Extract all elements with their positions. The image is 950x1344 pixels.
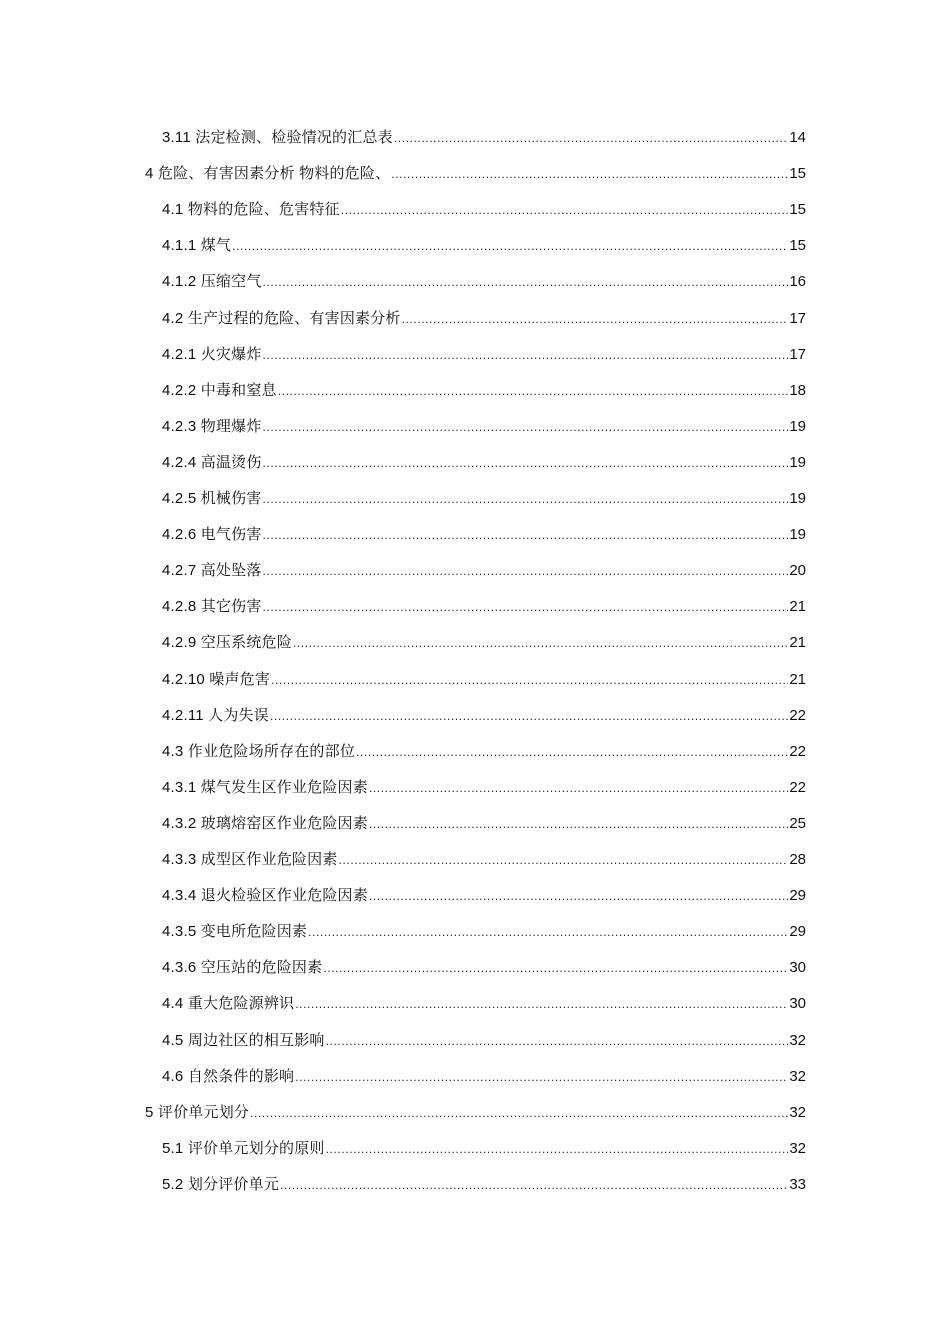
toc-entry-title: 4.2.11 人为失误: [162, 706, 269, 724]
toc-entry[interactable]: [162, 734, 806, 770]
toc-entry-page-number: 21: [789, 598, 806, 616]
toc-entry-title: 4.1.1 煤气: [162, 237, 232, 255]
toc-entry-page-number: 17: [789, 345, 806, 363]
toc-dot-leader: [308, 914, 788, 950]
toc-entry-title: 4.3.4 退火检验区作业危险因素: [162, 887, 368, 905]
toc-entry-title: 5.1 评价单元划分的原则: [162, 1139, 325, 1157]
toc-entry-title: 4.3.6 空压站的危险因素: [162, 959, 323, 977]
toc-entry-page-number: 32: [789, 1139, 806, 1157]
toc-entry[interactable]: [162, 409, 806, 445]
toc-entry-title: 4.3.3 成型区作业危险因素: [162, 851, 338, 868]
toc-entry-page-number: 19: [789, 490, 806, 507]
toc-entry[interactable]: [162, 770, 806, 806]
toc-entry-page-number: 32: [789, 1067, 806, 1085]
toc-entry[interactable]: [162, 1059, 806, 1095]
toc-entry[interactable]: [162, 553, 806, 589]
toc-entry[interactable]: [162, 950, 806, 986]
toc-entry-title: 4.2.3 物理爆炸: [162, 417, 262, 435]
toc-entry[interactable]: [162, 301, 806, 337]
toc-entry[interactable]: [162, 517, 806, 553]
toc-entry-title: 4.2.8 其它伤害: [162, 598, 262, 616]
toc-entry[interactable]: [162, 1023, 806, 1059]
toc-entry-title: 4.3.2 玻璃熔窑区作业危险因素: [162, 814, 368, 832]
toc-entry-page-number: 22: [789, 778, 806, 796]
toc-entry[interactable]: [162, 986, 806, 1022]
toc-dot-leader: [295, 986, 788, 1022]
toc-entry-title: 4.2 生产过程的危险、有害因素分析: [162, 309, 401, 327]
toc-entry-page-number: 15: [789, 165, 806, 183]
toc-entry-page-number: 30: [789, 995, 806, 1013]
toc-dot-leader: [263, 445, 789, 481]
toc-dot-leader: [391, 156, 788, 192]
toc-entry-page-number: 21: [789, 634, 806, 652]
toc-dot-leader: [263, 517, 789, 553]
toc-entry-title: 3.11 法定检测、检验情况的汇总表: [162, 129, 393, 146]
toc-dot-leader: [326, 1023, 789, 1059]
toc-entry[interactable]: [162, 373, 806, 409]
toc-entry-page-number: 19: [789, 417, 806, 435]
toc-entry-title: 4.4 重大危险源辨识: [162, 995, 295, 1013]
toc-entry-page-number: 14: [789, 129, 806, 146]
toc-dot-leader: [293, 625, 788, 661]
toc-entry-title: 4.3.5 变电所危险因素: [162, 923, 308, 941]
toc-entry-page-number: 33: [789, 1175, 806, 1193]
toc-entry[interactable]: [162, 337, 806, 373]
toc-entry[interactable]: [162, 698, 806, 734]
toc-entry-page-number: 19: [789, 526, 806, 544]
toc-entry-title: 4.2.6 电气伤害: [162, 526, 262, 544]
toc-entry-title: 4.1 物料的危险、危害特征: [162, 201, 340, 219]
toc-dot-leader: [250, 1095, 788, 1131]
toc-entry[interactable]: [162, 481, 806, 517]
toc-dot-leader: [263, 481, 789, 517]
toc-dot-leader: [323, 950, 788, 986]
toc-entry[interactable]: [145, 156, 806, 192]
toc-entry-title: 4.2.9 空压系统危险: [162, 634, 292, 652]
toc-entry-title: 4.2.10 噪声危害: [162, 670, 271, 688]
toc-dot-leader: [263, 337, 789, 373]
toc-entry[interactable]: [162, 842, 806, 878]
toc-dot-leader: [394, 120, 788, 156]
toc-entry-title: 4.2.7 高处坠落: [162, 562, 262, 580]
toc-dot-leader: [263, 589, 789, 625]
toc-entry-page-number: 21: [789, 670, 806, 688]
toc-dot-leader: [280, 1167, 788, 1203]
toc-entry-title: 4.5 周边社区的相互影响: [162, 1031, 325, 1049]
toc-dot-leader: [369, 806, 788, 842]
toc-entry-page-number: 20: [789, 562, 806, 580]
toc-entry-title: 4.2.4 高温烫伤: [162, 453, 262, 471]
toc-entry[interactable]: [162, 120, 806, 156]
toc-entry-page-number: 15: [789, 201, 806, 219]
toc-dot-leader: [263, 264, 789, 300]
toc-dot-leader: [341, 192, 788, 228]
toc-entry[interactable]: [162, 1131, 806, 1167]
toc-entry[interactable]: [162, 806, 806, 842]
toc-entry-page-number: 32: [789, 1103, 806, 1121]
toc-entry[interactable]: [145, 1095, 806, 1131]
toc-entry[interactable]: [162, 445, 806, 481]
toc-entry[interactable]: [162, 1167, 806, 1203]
toc-entry[interactable]: [162, 662, 806, 698]
toc-entry-page-number: 29: [789, 887, 806, 905]
toc-entry-title: 5.2 划分评价单元: [162, 1175, 280, 1193]
toc-entry-title: 4.6 自然条件的影响: [162, 1067, 295, 1085]
toc-entry[interactable]: [162, 914, 806, 950]
toc-entry[interactable]: [162, 228, 806, 264]
toc-entry-title: 4 危险、有害因素分析 物料的危险、: [145, 165, 391, 183]
toc-entry-page-number: 22: [789, 706, 806, 724]
toc-entry[interactable]: [162, 264, 806, 300]
toc-entry-page-number: 17: [789, 309, 806, 327]
toc-dot-leader: [271, 662, 788, 698]
toc-entry-page-number: 18: [789, 381, 806, 399]
toc-entry-page-number: 15: [789, 237, 806, 255]
toc-entry[interactable]: [162, 878, 806, 914]
toc-entry-page-number: 16: [789, 273, 806, 291]
toc-entry[interactable]: [162, 589, 806, 625]
toc-entry-title: 4.3 作业危险场所存在的部位: [162, 742, 356, 760]
toc-entry-page-number: 22: [789, 742, 806, 760]
toc-entry[interactable]: [162, 192, 806, 228]
toc-entry-title: 4.1.2 压缩空气: [162, 273, 262, 291]
toc-dot-leader: [270, 698, 788, 734]
toc-entry-page-number: 29: [789, 923, 806, 941]
toc-entry-title: 4.2.5 机械伤害: [162, 490, 262, 507]
toc-entry-page-number: 25: [789, 814, 806, 832]
toc-dot-leader: [356, 734, 788, 770]
toc-dot-leader: [295, 1059, 788, 1095]
toc-entry-page-number: 19: [789, 453, 806, 471]
toc-dot-leader: [326, 1131, 789, 1167]
toc-entry-title: 4.3.1 煤气发生区作业危险因素: [162, 778, 368, 796]
toc-dot-leader: [232, 228, 788, 264]
toc-entry-title: 5 评价单元划分: [145, 1103, 250, 1121]
toc-entry-title: 4.2.1 火灾爆炸: [162, 345, 262, 363]
toc-dot-leader: [278, 373, 789, 409]
toc-dot-leader: [339, 842, 789, 878]
toc-dot-leader: [402, 301, 789, 337]
toc-dot-leader: [263, 409, 789, 445]
toc-entry[interactable]: [162, 625, 806, 661]
toc-entry-page-number: 32: [789, 1031, 806, 1049]
toc-dot-leader: [263, 553, 789, 589]
toc-entry-title: 4.2.2 中毒和窒息: [162, 381, 277, 399]
toc-entry-page-number: 28: [789, 851, 806, 868]
toc-dot-leader: [369, 770, 788, 806]
toc-dot-leader: [369, 878, 788, 914]
toc-entry-page-number: 30: [789, 959, 806, 977]
